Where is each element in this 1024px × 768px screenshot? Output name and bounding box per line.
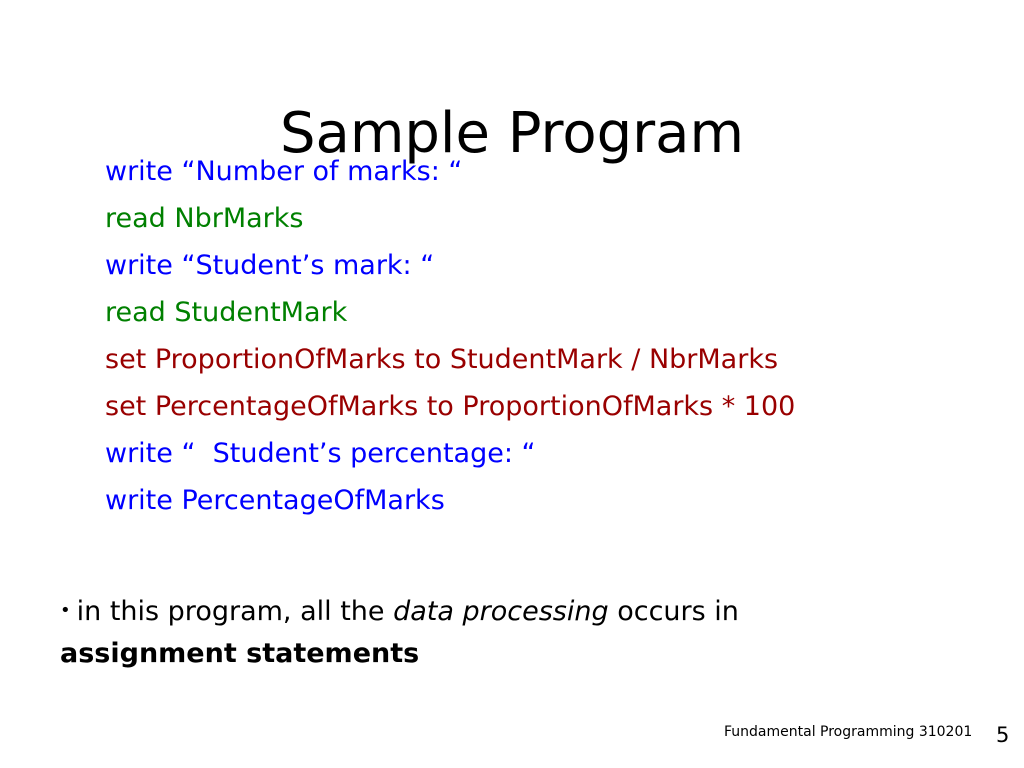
bullet-text-before: in this program, all the [76, 596, 394, 627]
bullet-point [60, 590, 960, 675]
slide-footer: Fundamental Programming 310201 [724, 724, 973, 740]
code-line-read-studentmark: read StudentMark [105, 297, 348, 328]
bullet-icon: • [60, 600, 71, 621]
code-line-read-nbrmarks: read NbrMarks [105, 203, 304, 234]
code-line-set-percentage: set PercentageOfMarks to ProportionOfMarks * 100 [105, 391, 796, 422]
slide-title: Sample Program [279, 100, 745, 166]
bullet-bold-term: assignment statements [60, 638, 420, 669]
bullet-emphasis: data processing [393, 596, 609, 627]
code-block [105, 152, 795, 528]
page-number: 5 [996, 723, 1010, 747]
code-line-write-students-mark: write “Student’s mark: “ [105, 250, 435, 281]
code-line-write-number-of-marks: write “Number of marks: “ [105, 156, 463, 187]
code-line-write-students-percentage: write “ Student’s percentage: “ [105, 438, 536, 469]
code-line-write-percentageofmarks: write PercentageOfMarks [105, 485, 445, 516]
bullet-text-after: occurs in [608, 596, 739, 627]
code-line-set-proportion: set ProportionOfMarks to StudentMark / NbrMarks [105, 344, 779, 375]
